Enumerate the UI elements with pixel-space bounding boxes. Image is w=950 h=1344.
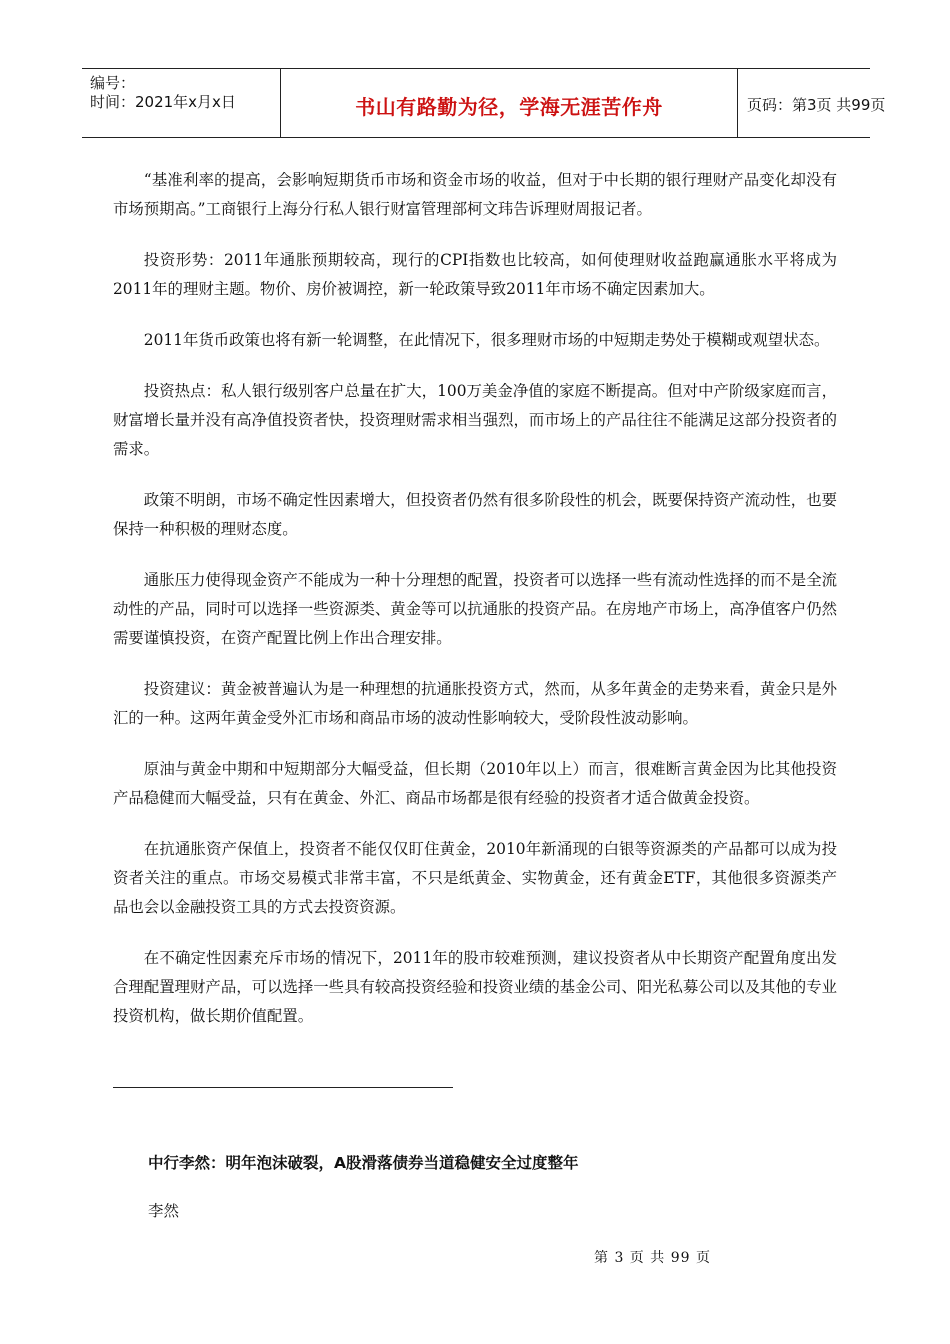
header-table [82,68,886,138]
header-motto: 书山有路勤为径，学海无涯苦作舟 [355,95,663,119]
paragraph: 政策不明朗，市场不确定性因素增大，但投资者仍然有很多阶段性的机会，既要保持资产流动性，也要保持一种积极的理财态度。 [113,491,837,538]
article-author: 李然 [148,1202,180,1220]
paragraph: “基准利率的提高，会影响短期货币市场和资金市场的收益，但对于中长期的银行理财产品变化却没有市场预期高。”工商银行上海分行私人银行财富管理部柯文玮告诉理财周报记者。 [113,171,837,218]
paragraph: 在抗通胀资产保值上，投资者不能仅仅盯住黄金，2010年新涌现的白银等资源类的产品都可以成为投资者关注的重点。市场交易模式非常丰富，不只是纸黄金、实物黄金，还有黄金ETF，其他很多资源类产品也会以金融投资工具的方式去投资资源。 [113,840,837,916]
paragraph: 投资热点：私人银行级别客户总量在扩大，100万美金净值的家庭不断提高。但对中产阶级家庭而言，财富增长量并没有高净值投资者快，投资理财需求相当强烈，而市场上的产品往往不能满足这部分投资者的需求。 [113,382,837,458]
article-body [113,166,837,1053]
document-time-label: 时间：2021年x月x日 [90,93,236,111]
header-left-cell [82,69,281,137]
header-page-info: 页码：第3页 共99页 [747,96,886,114]
paragraph: 2011年货币政策也将有新一轮调整，在此情况下，很多理财市场的中短期走势处于模糊或观望状态。 [143,331,830,349]
paragraph: 投资形势：2011年通胀预期较高，现行的CPI指数也比较高，如何使理财收益跑赢通胀水平将成为2011年的理财主题。物价、房价被调控，新一轮政策导致2011年市场不确定因素加大。 [113,251,837,298]
header-right-cell [739,69,886,137]
article-title: 中行李然：明年泡沫破裂，A股滑落债券当道稳健安全过度整年 [148,1154,579,1172]
paragraph: 通胀压力使得现金资产不能成为一种十分理想的配置，投资者可以选择一些有流动性选择的而不是全流动性的产品，同时可以选择一些资源类、黄金等可以抗通胀的投资产品。在房地产市场上，高净值客户仍然需要谨慎投资，在资产配置比例上作出合理安排。 [113,571,837,647]
section-divider [113,1087,453,1088]
paragraph: 投资建议：黄金被普遍认为是一种理想的抗通胀投资方式，然而，从多年黄金的走势来看，黄金只是外汇的一种。这两年黄金受外汇市场和商品市场的波动性影响较大，受阶段性波动影响。 [113,680,837,727]
header-middle-cell [281,69,738,137]
paragraph: 在不确定性因素充斥市场的情况下，2011年的股市较难预测，建议投资者从中长期资产配置角度出发合理配置理财产品，可以选择一些具有较高投资经验和投资业绩的基金公司、阳光私募公司以及其他的专业投资机构，做长期价值配置。 [113,949,837,1025]
page-footer: 第 3 页 共 99 页 [594,1250,711,1266]
document-number-label: 编号： [90,74,136,92]
paragraph: 原油与黄金中期和中短期部分大幅受益，但长期（2010年以上）而言，很难断言黄金因为比其他投资产品稳健而大幅受益，只有在黄金、外汇、商品市场都是很有经验的投资者才适合做黄金投资。 [113,760,837,807]
